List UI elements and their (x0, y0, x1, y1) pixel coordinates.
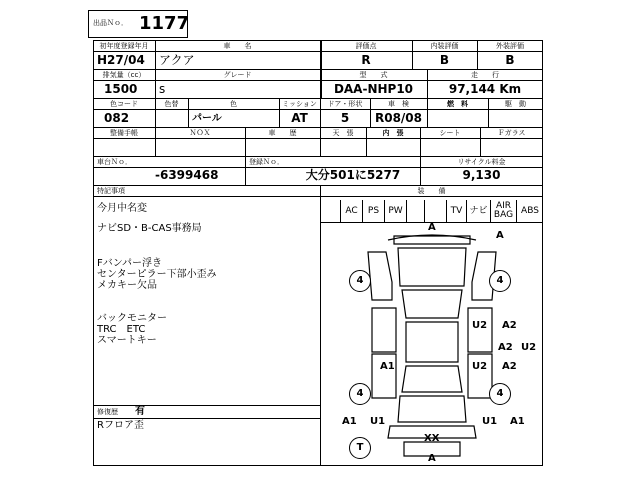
score-value: R (361, 53, 371, 67)
damage-mark-rear-left: A1 (342, 416, 357, 427)
note-line: TRC ETC (97, 324, 146, 335)
damage-mark-left-rear-door: A1 (380, 361, 395, 372)
score-header: 評価点 (355, 42, 377, 50)
roof-lining-header: 天 張 (332, 129, 354, 137)
nox-header: ＮＯＸ (189, 129, 211, 137)
model-code-value: DAA-NHP10 (333, 82, 414, 96)
grid-line (93, 98, 543, 99)
equipment-blank (406, 200, 424, 222)
first-registration-header: 初年度登録年月 (99, 42, 149, 50)
left-front-door-outline (372, 308, 396, 352)
notes-header: 特記事項 (97, 187, 125, 195)
repair-history-label: 修復歴 (97, 408, 118, 416)
note-line: スマートキー (97, 335, 157, 346)
equipment-tv: TV (446, 200, 466, 222)
equipment-ac: AC (340, 200, 362, 222)
equipment-abs: ABS (516, 200, 543, 222)
damage-mark-rear-right: A1 (510, 416, 525, 427)
service-record-header: 整備手帳 (110, 129, 138, 137)
tire-front-left-badge: 4 (349, 270, 371, 292)
history-header: 車 歴 (268, 129, 297, 137)
equipment-ps: PS (362, 200, 384, 222)
color-code-value: 082 (104, 111, 130, 125)
recycle-fee-value: 9,130 (462, 168, 501, 182)
color-change-header: 色替 (164, 100, 179, 108)
equipment-pw: PW (384, 200, 406, 222)
transmission-header: ミッション (282, 100, 317, 108)
inner-lining-header: 内 張 (382, 129, 404, 137)
first-registration-value: H27/04 (97, 53, 145, 67)
hatch-outline (398, 396, 466, 422)
transmission-value: AT (291, 111, 308, 125)
tire-rear-right-badge: 4 (489, 383, 511, 405)
windshield-outline (402, 290, 462, 318)
damage-mark-right-rear-door: A2 (502, 361, 517, 372)
model-code-header: 型 式 (359, 71, 388, 79)
grid-line (93, 127, 543, 128)
note-line: センターピラー下部小歪み (97, 269, 217, 280)
lot-number: 1177 (139, 13, 190, 34)
lot-number-label: 出品Ｎｏ． (93, 19, 128, 27)
lot-number-box (88, 10, 188, 38)
damage-mark-right-front-door: A2 (502, 320, 517, 331)
damage-mark-right-pillar: U2 (521, 342, 537, 353)
damage-mark-rear-left: U1 (370, 416, 386, 427)
mileage-value: 97,144 Km (448, 82, 522, 96)
grid-line (93, 185, 543, 186)
grid-line (93, 418, 320, 419)
damage-mark-rear-panel: XX (424, 433, 440, 444)
grid-line (93, 138, 543, 139)
equipment-header: 装 備 (417, 187, 446, 195)
grade-value: s (159, 82, 166, 96)
note-line: Fバンパー浮き (97, 258, 163, 269)
rear-window-outline (402, 366, 462, 392)
damage-mark-right-front-door: U2 (472, 320, 488, 331)
fuel-header: 燃 料 (447, 100, 468, 108)
damage-mark-right-pillar: A2 (498, 342, 513, 353)
mileage-header: 走 行 (471, 71, 499, 79)
grid-line (93, 196, 543, 197)
equipment-blank (424, 200, 446, 222)
grid-line (93, 405, 320, 406)
color-value: パール (192, 113, 222, 124)
car-name-header: 車 名 (223, 42, 252, 50)
grid-line (245, 156, 246, 185)
roof-outline (406, 322, 458, 362)
grid-line (93, 156, 543, 157)
damage-mark-front-right: A (496, 230, 504, 241)
note-line: ナビSD・B-CAS事務局 (97, 223, 202, 234)
displacement-header: 排気量（cc） (102, 71, 146, 79)
drive-header: 駆 動 (505, 100, 526, 108)
repair-history-value: 有 (135, 406, 145, 417)
doors-value: 5 (340, 111, 350, 125)
registration-number-value: 大分501に5277 (305, 168, 401, 182)
exterior-grade-value: B (505, 53, 515, 67)
grid-line (93, 69, 543, 70)
color-header: 色 (230, 100, 237, 108)
equipment-navi: ナビ (466, 200, 490, 222)
doors-header: ドア・形状 (327, 100, 363, 108)
left-front-fender-outline (368, 252, 392, 300)
registration-number-header: 登録Ｎｏ． (249, 158, 284, 166)
grade-header: グレード (223, 71, 252, 79)
damage-mark-right-rear-door: U2 (472, 361, 488, 372)
trunk-badge: T (349, 437, 371, 459)
repair-detail: Rフロア歪 (97, 420, 144, 431)
recycle-fee-header: リサイクル料金 (457, 158, 506, 166)
damage-mark-rear-bumper: A (428, 453, 436, 464)
chassis-number-value: -6399468 (155, 168, 219, 182)
hood-outline (398, 248, 466, 286)
damage-mark-rear-right: U1 (482, 416, 498, 427)
note-line: 今月中名変 (97, 203, 147, 214)
seat-header: シート (439, 129, 461, 137)
interior-grade-header: 内装評価 (430, 42, 459, 50)
inspection-value: R08/08 (374, 111, 423, 125)
displacement-value: 1500 (104, 82, 138, 96)
equipment-airbag: AIR BAG (490, 200, 516, 222)
front-glass-header: Ｆガラス (497, 129, 526, 137)
damage-mark-front-bumper: A (428, 222, 436, 233)
interior-grade-value: B (439, 53, 450, 67)
car-name-value: アクア (159, 53, 195, 67)
chassis-number-header: 車台Ｎｏ． (97, 158, 132, 166)
note-line: メカキー欠品 (97, 280, 157, 291)
color-code-header: 色コード (110, 100, 138, 108)
tire-rear-left-badge: 4 (349, 383, 371, 405)
note-line: バックモニター (97, 313, 167, 324)
exterior-grade-header: 外装評価 (496, 42, 524, 50)
tire-front-right-badge: 4 (489, 270, 511, 292)
inspection-header: 車 検 (388, 100, 409, 108)
